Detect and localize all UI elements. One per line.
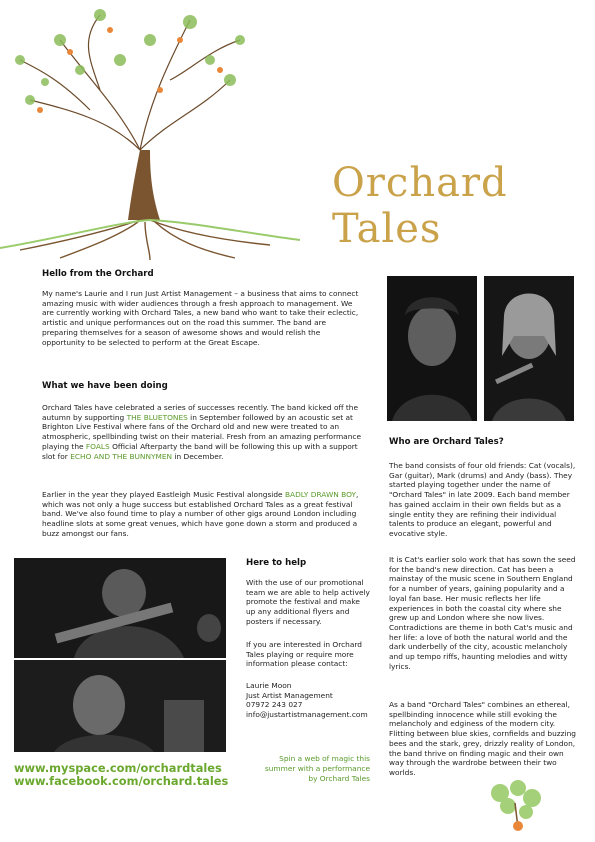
- tree-illustration: [0, 0, 300, 262]
- tagline-line-3: by Orchard Tales: [308, 774, 370, 783]
- doing-heading: What we have been doing: [42, 381, 168, 391]
- contact-email[interactable]: info@justartistmanagement.com: [246, 710, 368, 720]
- brand-title: Orchard Tales: [332, 160, 508, 252]
- doing-p1-text-a: Orchard Tales have celebrated a series of successes recently. The band kicked off the autumn by supporting: [42, 403, 359, 422]
- help-paragraph-2: If you are interested in Orchard Tales playing or require more information please contact:: [246, 640, 362, 669]
- band-photo-gar: [387, 276, 477, 421]
- band-photo-guitarist: [14, 558, 226, 658]
- help-heading: Here to help: [246, 558, 307, 568]
- contact-phone: 07972 243 027: [246, 700, 303, 710]
- link-bluetones: THE BLUETONES: [126, 412, 188, 422]
- contact-name: Laurie Moon: [246, 681, 292, 690]
- doing-paragraph-2: [42, 490, 362, 539]
- hello-heading: Hello from the Orchard: [42, 269, 154, 279]
- band-photo-cat: [484, 276, 574, 421]
- doing-p1-text-c: Official Afterparty the band will be following this up with a support slot for: [42, 441, 358, 461]
- help-paragraph-1: With the use of our promotional team we are able to help actively promote the festival and make up any additional flyers and posters if necessary.: [246, 578, 370, 626]
- who-heading: Who are Orchard Tales?: [389, 437, 504, 447]
- hello-body: My name's Laurie and I run Just Artist Management – a business that aims to connect amazing music with wider audiences through a fresh approach to management. We are currently working with Orchard Tales, a new band who want to take their eclectic, artistic and unique performances out on the road this summer. The band are preparing themselves for a season of awesome shows and would relish the opportunity to be selected to perform at the Great Escape.: [42, 289, 359, 347]
- contact-block: [246, 681, 376, 720]
- link-echo-bunnymen: ECHO AND THE BUNNYMEN: [70, 451, 173, 461]
- facebook-link[interactable]: www.facebook.com/orchard.tales: [14, 774, 229, 788]
- doing-p2-text-a: Earlier in the year they played Eastleigh Music Festival alongside: [42, 490, 285, 499]
- contact-company: Just Artist Management: [246, 690, 333, 700]
- tagline: [240, 754, 370, 784]
- doing-p1-text-b: in September followed by an acoustic set at Brighton Live Festival where fans of the Orchard old and new were treated to an atmospheric, spellbinding twist on their material. Fresh from an amazing performance playing the: [42, 412, 362, 451]
- band-photo-singer-closeup: [14, 660, 226, 752]
- doing-p1-text-d: in December.: [172, 451, 224, 461]
- link-badly-drawn-boy: BADLY DRAWN BOY: [284, 490, 356, 499]
- apple-branch-illustration: [480, 778, 550, 838]
- who-paragraph-3: As a band "Orchard Tales" combines an ethereal, spellbinding innocence while still evoking the melancholy and edginess of the modern city. Flitting between blue skies, cornfields and buzzing bees and the stark, grey, drizzly reality of London, the band thrive on finding magic and their own way through the wardrobe between their two worlds.: [389, 700, 576, 777]
- tagline-line-1: Spin a web of magic this: [279, 754, 370, 763]
- myspace-link[interactable]: www.myspace.com/orchardtales: [14, 761, 222, 775]
- doing-p2-text-b: , which was not only a huge success but established Orchard Tales as a great festival band. We've also found time to play a number of other gigs around London including headline slots at some great venues, which have gone down a storm and produced a buzz amongst our fans.: [42, 490, 359, 538]
- who-paragraph-2: It is Cat's earlier solo work that has sown the seed for the band's new direction. Cat has been a mainstay of the music scene in Southern England for a number of years, gaining popularity and a loyal fan base. Her music reflects her life experiences in both the coastal city where she grew up and London where she now lives. Contradictions are theme in both Cat's music and her life: a love of both the natural world and the dark underbelly of the city, acoustic melancholy and up tempo riffs, haunting melodies and witty lyrics.: [389, 555, 576, 671]
- who-paragraph-1: The band consists of four old friends: Cat (vocals), Gar (guitar), Mark (drums) and Andy (bass). They started playing together under the name of "Orchard Tales" in late 2009. Each band member has gained acclaim in their own fields but as a single entity they are refining their individual talents to produce an elegant, powerful and evocative style.: [389, 461, 576, 538]
- link-foals: FOALS: [85, 441, 110, 451]
- tagline-line-2: summer with a performance: [264, 764, 370, 773]
- doing-paragraph-1: [42, 403, 362, 461]
